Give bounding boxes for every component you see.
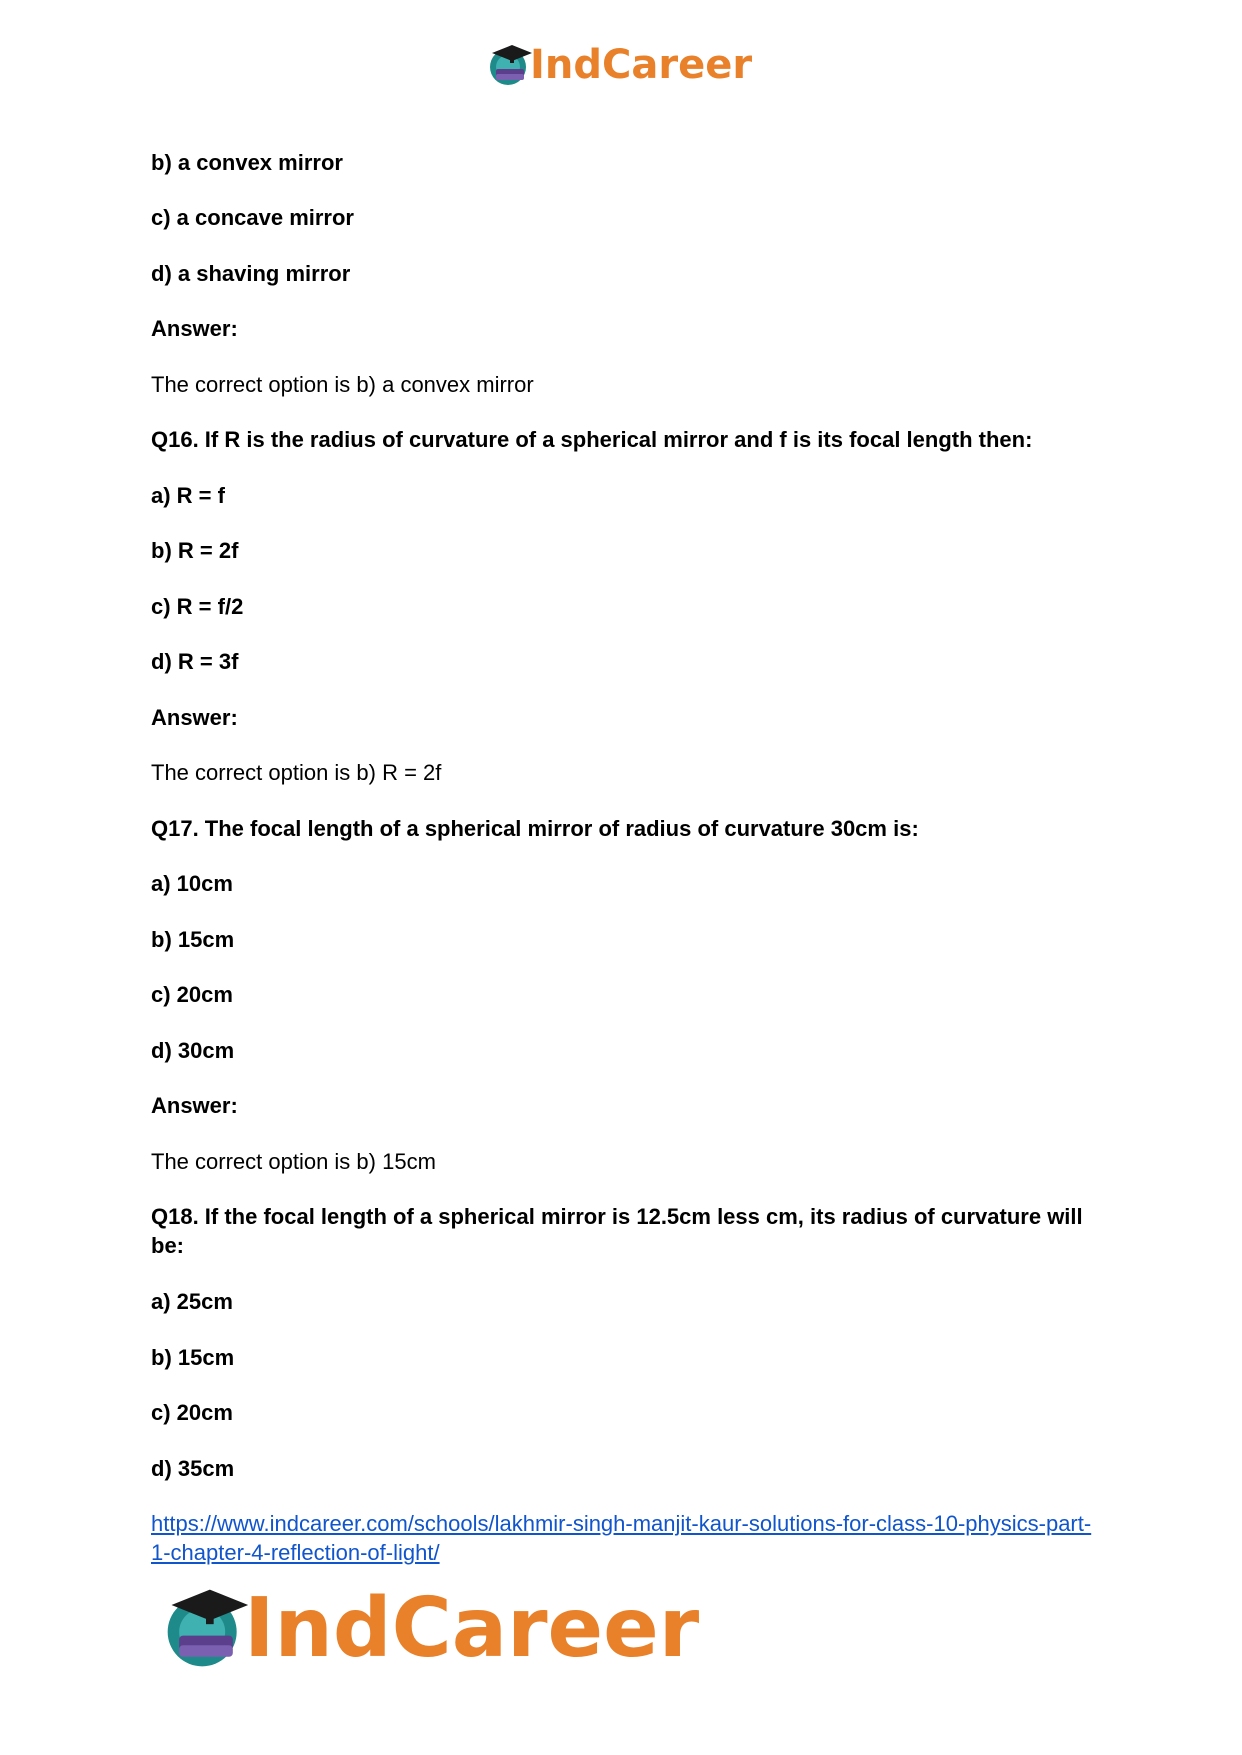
option-line: c) R = f/2 <box>151 594 244 619</box>
option-line: b) a convex mirror <box>151 150 343 175</box>
option-line: b) 15cm <box>151 1345 235 1370</box>
indcareer-logo-top <box>486 40 752 90</box>
source-link[interactable]: https://www.indcareer.com/schools/lakhmir-singh-manjit-kaur-solutions-for-class-10-physics-part-1-chapter-4-reflection-of-light/ <box>151 1511 1092 1565</box>
answer-heading: Answer: <box>151 316 238 341</box>
option-line: c) 20cm <box>151 982 233 1007</box>
option-line: d) R = 3f <box>151 649 239 674</box>
question-q16: Q16. If R is the radius of curvature of a spherical mirror and f is its focal length then: <box>151 427 1033 452</box>
logo-wordmark: IndCareer <box>530 42 753 88</box>
answer-text: The correct option is b) 15cm <box>151 1149 436 1174</box>
option-line: a) 25cm <box>151 1289 233 1314</box>
option-line: c) 20cm <box>151 1400 233 1425</box>
option-line: d) 30cm <box>151 1038 235 1063</box>
graduation-globe-icon <box>160 1582 252 1674</box>
graduation-globe-icon <box>486 41 534 89</box>
answer-text: The correct option is b) R = 2f <box>151 760 442 785</box>
logo-wordmark: IndCareer <box>244 1580 700 1676</box>
option-line: b) 15cm <box>151 927 235 952</box>
option-line: d) 35cm <box>151 1456 235 1481</box>
indcareer-logo-bottom <box>160 1578 699 1678</box>
answer-text: The correct option is b) a convex mirror <box>151 372 534 397</box>
question-q17: Q17. The focal length of a spherical mirror of radius of curvature 30cm is: <box>151 816 919 841</box>
answer-heading: Answer: <box>151 1093 238 1118</box>
option-line: c) a concave mirror <box>151 205 354 230</box>
option-line: b) R = 2f <box>151 538 239 563</box>
answer-heading: Answer: <box>151 705 238 730</box>
option-line: a) 10cm <box>151 871 233 896</box>
question-q18: Q18. If the focal length of a spherical mirror is 12.5cm less cm, its radius of curvature will be: <box>151 1204 1083 1258</box>
option-line: a) R = f <box>151 483 225 508</box>
option-line: d) a shaving mirror <box>151 261 351 286</box>
